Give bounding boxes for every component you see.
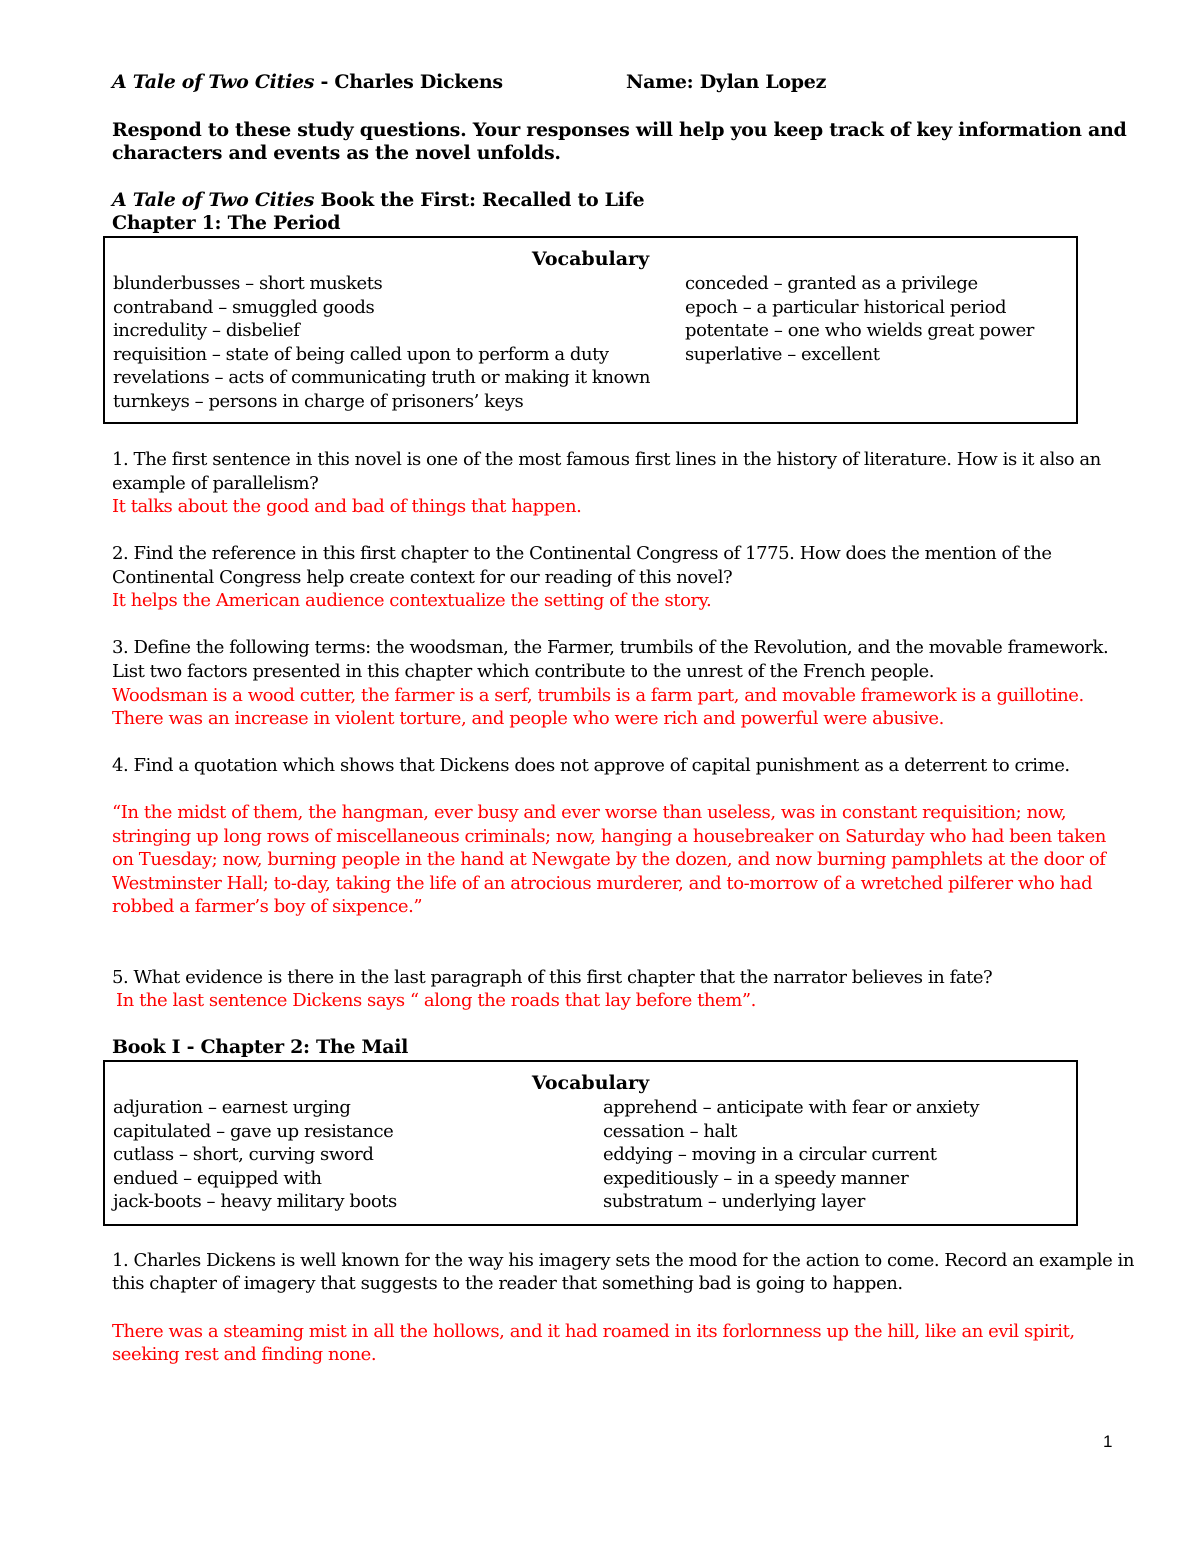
vocab-item: revelations – acts of communicating truth or making it known [113,367,651,389]
answer-3: There was an increase in violent torture, and people who were rich and powerful were abusive. [112,708,944,729]
vocabulary-left-column [113,1096,397,1214]
vocab-item: potentate – one who wields great power [685,320,1034,342]
vocab-item: cutlass – short, curving sword [113,1144,374,1166]
chapter-1-title: Chapter 1: The Period [112,212,341,234]
vocabulary-heading: Vocabulary [531,1072,650,1094]
vocab-item: incredulity – disbelief [113,320,300,342]
vocab-item: turnkeys – persons in charge of prisoners’ keys [113,390,524,412]
title-italic: A Tale of Two Cities [112,71,315,93]
vocab-item: blunderbusses – short muskets [113,273,383,294]
vocab-item: superlative – excellent [685,343,880,365]
question-1: 1. The first sentence in this novel is one of the most famous first lines in the history of literature. How is it also an [112,449,1101,470]
vocab-item: endued – equipped with [113,1167,322,1189]
answer-4: stringing up long rows of miscellaneous criminals; now, hanging a housebreaker on Saturday who had been taken [112,826,1106,847]
question-3: List two factors presented in this chapter which contribute to the unrest of the French people. [112,661,935,682]
title-author: - Charles Dickens [314,71,503,93]
instructions-line-1: Respond to these study questions. Your responses will help you keep track of key information and [112,119,1127,141]
vocab-item: apprehend – anticipate with fear or anxiety [603,1097,980,1118]
vocabulary-box-chapter-1 [103,236,1078,424]
answer-2: It helps the American audience contextualize the setting of the story. [112,590,712,611]
answer-ch2-1: There was a steaming mist in all the hollows, and it had roamed in its forlornness up the hill, like an evil spirit, [112,1321,1075,1342]
book-heading-italic: A Tale of Two Cities [112,189,315,211]
chapter-2-title: Book I - Chapter 2: The Mail [112,1036,409,1058]
question-2: 2. Find the reference in this first chapter to the Continental Congress of 1775. How does the mention of the [112,543,1052,564]
vocab-item: requisition – state of being called upon to perform a duty [113,343,609,365]
vocabulary-right-column [685,272,1034,366]
vocab-item: substratum – underlying layer [603,1191,865,1213]
book-heading-rest: Book the First: Recalled to Life [314,189,645,211]
question-ch2-1: this chapter of imagery that suggests to the reader that something bad is going to happen. [112,1273,903,1294]
vocab-item: capitulated – gave up resistance [113,1120,394,1142]
answer-4: on Tuesday; now, burning people in the hand at Newgate by the dozen, and now burning pamphlets at the door of [112,849,1106,870]
vocabulary-heading: Vocabulary [531,248,650,270]
document-title [112,71,503,95]
vocab-item: contraband – smuggled goods [113,296,375,318]
vocabulary-left-column [113,272,650,414]
answer-4: “In the midst of them, the hangman, ever busy and ever worse than useless, was in constant requisition; now, [112,802,1067,823]
vocab-item: eddying – moving in a circular current [603,1144,937,1166]
vocab-item: epoch – a particular historical period [685,296,1007,318]
vocab-item: jack-boots – heavy military boots [113,1191,397,1213]
question-1: example of parallelism? [112,473,319,494]
vocab-item: cessation – halt [603,1120,737,1142]
question-5: 5. What evidence is there in the last paragraph of this first chapter that the narrator believes in fate? [112,967,993,988]
answer-1: It talks about the good and bad of things that happen. [112,496,582,517]
question-2: Continental Congress help create context for our reading of this novel? [112,567,733,588]
answer-5: In the last sentence Dickens says “ along the roads that lay before them”. [116,990,756,1011]
answer-4: Westminster Hall; to-day, taking the life of an atrocious murderer, and to-morrow of a wretched pilferer who had [112,873,1093,894]
vocab-item: adjuration – earnest urging [113,1097,351,1118]
vocabulary-right-column [603,1096,979,1214]
vocabulary-box-chapter-2 [103,1060,1078,1226]
question-ch2-1: 1. Charles Dickens is well known for the way his imagery sets the mood for the action to come. Record an example in [112,1250,1135,1271]
question-3: 3. Define the following terms: the woodsman, the Farmer, trumbils of the Revolution, and the movable framework. [112,637,1109,658]
answer-4: robbed a farmer’s boy of sixpence.” [112,896,423,917]
student-name: Name: Dylan Lopez [626,71,827,93]
page-number: 1 [1103,1432,1113,1451]
question-4: 4. Find a quotation which shows that Dickens does not approve of capital punishment as a deterrent to crime. [112,755,1070,776]
answer-ch2-1: seeking rest and finding none. [112,1344,377,1365]
vocab-item: expeditiously – in a speedy manner [603,1167,909,1189]
answer-3: Woodsman is a wood cutter, the farmer is a serf, trumbils is a farm part, and movable framework is a guillotine. [112,685,1084,706]
instructions-line-2: characters and events as the novel unfolds. [112,142,561,164]
book-heading [112,189,644,213]
vocab-item: conceded – granted as a privilege [685,273,978,294]
